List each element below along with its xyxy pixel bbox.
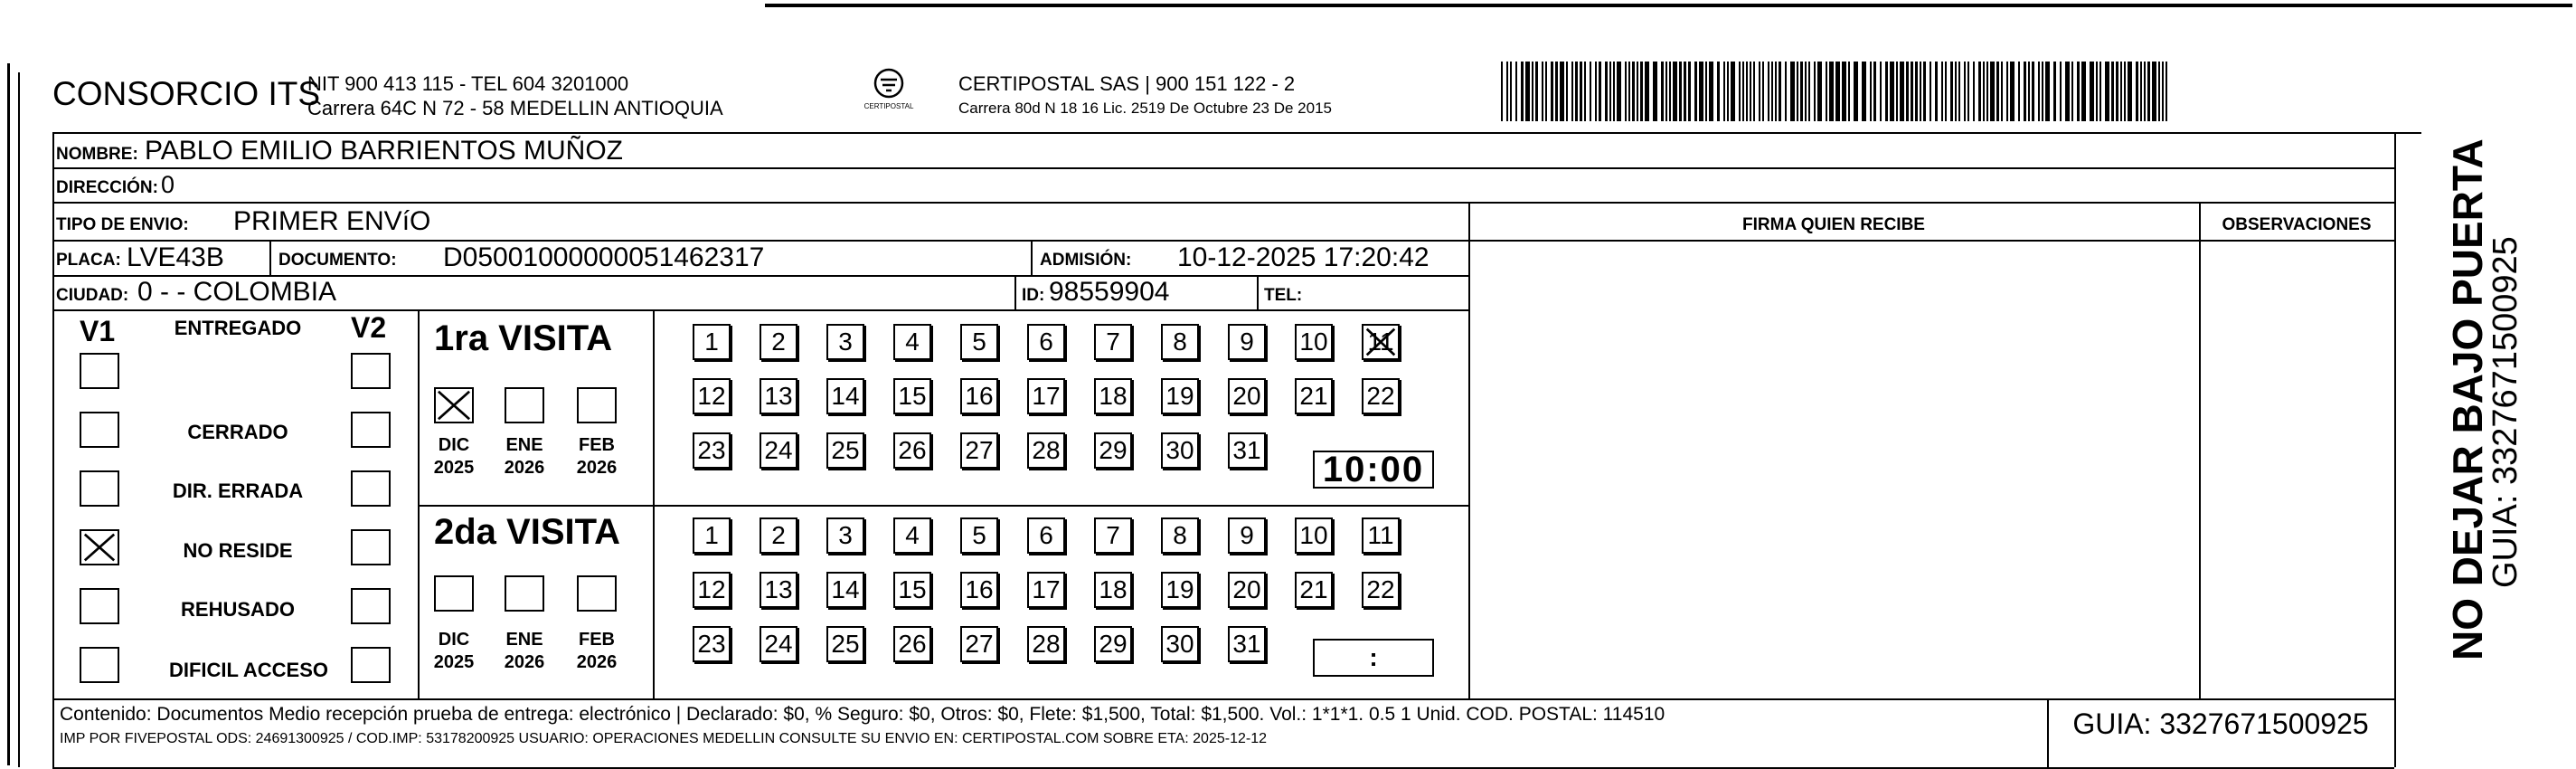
barcode-bar (2006, 62, 2008, 121)
barcode-bar (1973, 62, 1975, 121)
visit2-title: 2da VISITA (434, 512, 620, 552)
barcode-bar (1800, 62, 1803, 121)
barcode-bar (2077, 62, 2080, 121)
row-line (52, 240, 2394, 242)
v2-no-reside-checkbox[interactable] (351, 529, 391, 565)
visit1-day-7[interactable]: 7 (1094, 324, 1132, 360)
visit1-day-3[interactable]: 3 (826, 324, 864, 360)
barcode-bar (2028, 62, 2030, 121)
status-label: REHUSADO (181, 598, 295, 621)
tel-label: TEL: (1264, 286, 1303, 305)
admision-label: ADMISIÓN: (1040, 251, 1132, 270)
barcode-bar (1645, 62, 1649, 121)
barcode-bar (1617, 62, 1621, 121)
barcode-bar (1566, 62, 1568, 121)
barcode-bar (1739, 62, 1741, 121)
visit2-day-26[interactable]: 26 (893, 626, 931, 662)
barcode-bar (1978, 62, 1981, 121)
ciudad-value: 0 - - COLOMBIA (137, 277, 337, 307)
barcode-bar (1637, 62, 1638, 121)
barcode-bar (1906, 62, 1909, 121)
barcode-bar (1613, 62, 1615, 121)
barcode-bar (1609, 62, 1611, 121)
visit1-day-1[interactable]: 1 (693, 324, 731, 360)
courier-address: Carrera 80d N 18 16 Lic. 2519 De Octubre 23 De 2015 (958, 100, 1332, 117)
barcode-bar (1885, 62, 1888, 121)
admision-divider (1031, 240, 1033, 275)
id-divider (1014, 275, 1016, 309)
visit2-day-31[interactable]: 31 (1228, 626, 1266, 662)
visit2-day-29[interactable]: 29 (1094, 626, 1132, 662)
barcode-bar (1775, 62, 1777, 121)
visit1-time-field[interactable]: 10:00 (1313, 451, 1434, 489)
visit2-day-11[interactable]: 11 (1362, 517, 1400, 554)
barcode-bar (1525, 62, 1530, 121)
v1-label: V1 (80, 315, 116, 347)
admision-value: 10-12-2025 17:20:42 (1177, 242, 1430, 272)
visit2-day-6[interactable]: 6 (1027, 517, 1065, 554)
barcode-bar (1896, 62, 1898, 121)
barcode-bar (1762, 62, 1764, 121)
visit1-day-25[interactable]: 25 (826, 432, 864, 469)
barcode-bar (1842, 62, 1846, 121)
nombre-label: NOMBRE: (56, 145, 138, 164)
barcode-bar (1753, 62, 1755, 121)
ciudad-label: CIUDAD: (56, 286, 129, 305)
left-inner-border (18, 72, 20, 767)
barcode-bar (2065, 62, 2070, 121)
visit1-day-11[interactable]: 11 (1362, 324, 1400, 360)
barcode-bar (1835, 62, 1840, 121)
barcode-bar (1790, 62, 1795, 121)
visit1-month-feb: FEB 2026 (576, 435, 618, 478)
visit2-day-14[interactable]: 14 (826, 572, 864, 608)
barcode-bar (1545, 62, 1547, 121)
barcode-bar (1684, 62, 1686, 121)
barcode-bar (1950, 62, 1953, 121)
barcode-bar (1890, 62, 1894, 121)
visit2-day-28[interactable]: 28 (1027, 626, 1065, 662)
visit2-day-5[interactable]: 5 (960, 517, 998, 554)
barcode-bar (1625, 62, 1627, 121)
x-mark-icon (436, 389, 472, 422)
barcode-bar (1575, 62, 1578, 121)
visit2-day-9[interactable]: 9 (1228, 517, 1266, 554)
barcode-bar (1996, 62, 1999, 121)
status-label: CERRADO (187, 421, 288, 443)
barcode-bar (1750, 62, 1751, 121)
visit1-day-27[interactable]: 27 (960, 432, 998, 469)
barcode-bar (1768, 62, 1769, 121)
visit2-feb-checkbox[interactable] (577, 575, 617, 612)
barcode-bar (1599, 62, 1601, 121)
direccion-value: 0 (161, 171, 175, 198)
barcode-bar (1632, 62, 1635, 121)
footer-contenido: Contenido: Documentos Medio recepción prueba de entrega: electrónico | Declarado: $0, % Seguro: $0, Otros: $0, Flete: $1,500, Total: $1,500. Vol.: 1*1*1. 0.5 1 Unid. COD. POSTAL: 114510 (60, 704, 1665, 725)
v2-cerrado-checkbox[interactable] (351, 412, 391, 448)
visit2-day-12[interactable]: 12 (693, 572, 731, 608)
company-name: CONSORCIO ITS (52, 75, 321, 112)
visit1-ene-checkbox[interactable] (505, 387, 544, 423)
status-label: NO RESIDE (183, 539, 293, 562)
barcode-bar (1817, 62, 1822, 121)
id-value: 98559904 (1049, 277, 1170, 307)
barcode-bar (1986, 62, 1988, 121)
footer-left-line (52, 698, 54, 767)
barcode-bar (2124, 62, 2126, 121)
barcode-bar (2096, 62, 2098, 121)
barcode-bar (2001, 62, 2003, 121)
barcode-bar (2060, 62, 2062, 121)
visit1-day-30[interactable]: 30 (1161, 432, 1199, 469)
barcode-bar (2105, 62, 2109, 121)
visit1-day-8[interactable]: 8 (1161, 324, 1199, 360)
v1-rehusado-checkbox[interactable] (80, 588, 119, 624)
barcode-bar (1880, 62, 1882, 121)
table-left-line (52, 132, 54, 698)
barcode-bar (1870, 62, 1872, 121)
visit2-day-10[interactable]: 10 (1295, 517, 1333, 554)
v1-dir-errada-checkbox[interactable] (80, 470, 119, 507)
visit1-day-26[interactable]: 26 (893, 432, 931, 469)
visit1-day-2[interactable]: 2 (760, 324, 797, 360)
visit1-month-ene: ENE 2026 (504, 435, 545, 478)
barcode-bar (1862, 62, 1866, 121)
barcode-bar (1759, 62, 1760, 121)
visit2-day-13[interactable]: 13 (760, 572, 797, 608)
barcode-bar (2120, 62, 2122, 121)
visit2-time-field[interactable]: : (1313, 639, 1434, 677)
direccion-label: DIRECCIÓN: (56, 178, 158, 197)
barcode-bar (2045, 62, 2050, 121)
barcode-bar (1653, 62, 1657, 121)
v1-cerrado-checkbox[interactable] (80, 412, 119, 448)
barcode-bar (1551, 62, 1553, 121)
visit1-day-22[interactable]: 22 (1362, 378, 1400, 414)
visit2-day-23[interactable]: 23 (693, 626, 731, 662)
row-line (52, 167, 2394, 169)
v2-entregado-checkbox[interactable] (351, 353, 391, 389)
visit1-day-20[interactable]: 20 (1228, 378, 1266, 414)
barcode-bar (1542, 62, 1543, 121)
barcode-bar (1923, 62, 1926, 121)
barcode-bar (2162, 62, 2164, 121)
barcode-bar (1501, 62, 1503, 121)
barcode-bar (1785, 62, 1787, 121)
v2-label: V2 (351, 311, 387, 344)
barcode-bar (1560, 62, 1564, 121)
visit2-day-25[interactable]: 25 (826, 626, 864, 662)
visit2-day-3[interactable]: 3 (826, 517, 864, 554)
visit1-title: 1ra VISITA (434, 318, 613, 358)
visit2-day-18[interactable]: 18 (1094, 572, 1132, 608)
barcode-bar (1829, 62, 1834, 121)
barcode-bar (2090, 62, 2094, 121)
visit2-day-1[interactable]: 1 (693, 517, 731, 554)
barcode-bar (2140, 62, 2142, 121)
barcode-bar (1941, 62, 1943, 121)
placa-label: PLACA: (56, 251, 121, 270)
barcode-bar (2152, 62, 2156, 121)
left-border (7, 63, 10, 765)
barcode-bar (1935, 62, 1938, 121)
days-left-line (653, 309, 655, 698)
barcode-bar (2158, 62, 2160, 121)
barcode-bar (1709, 62, 1713, 121)
visit2-month-dic: DIC 2025 (433, 630, 475, 672)
barcode-bar (1945, 62, 1947, 121)
certipostal-logo-icon (873, 67, 905, 100)
x-mark-icon (81, 531, 118, 564)
visit1-day-24[interactable]: 24 (760, 432, 797, 469)
barcode-bar (1584, 62, 1586, 121)
barcode-bar (2042, 62, 2043, 121)
barcode-bar (1779, 62, 1781, 121)
visit1-day-21[interactable]: 21 (1295, 378, 1333, 414)
barcode-bar (2081, 62, 2086, 121)
barcode-bar (1814, 62, 1816, 121)
visit2-day-30[interactable]: 30 (1161, 626, 1199, 662)
barcode-bar (1699, 62, 1703, 121)
status-label: DIR. ERRADA (172, 479, 304, 502)
visit2-day-4[interactable]: 4 (893, 517, 931, 554)
v2-rehusado-checkbox[interactable] (351, 588, 391, 624)
barcode-bar (1506, 62, 1508, 121)
barcode-bar (2032, 62, 2034, 121)
table-top-line (52, 132, 2421, 134)
barcode-bar (2010, 62, 2015, 121)
visit1-day-23[interactable]: 23 (693, 432, 731, 469)
visit1-day-29[interactable]: 29 (1094, 432, 1132, 469)
barcode-bar (1742, 62, 1744, 121)
barcode-bar (1746, 62, 1748, 121)
barcode-bar (1515, 62, 1517, 121)
visit1-day-4[interactable]: 4 (893, 324, 931, 360)
visit2-day-7[interactable]: 7 (1094, 517, 1132, 554)
barcode-bar (1964, 62, 1966, 121)
logo-text: CERTIPOSTAL (863, 102, 914, 110)
firma-label: FIRMA QUIEN RECIBE (1742, 215, 1925, 234)
barcode-bar (1640, 62, 1643, 121)
visit1-day-10[interactable]: 10 (1295, 324, 1333, 360)
visit1-day-19[interactable]: 19 (1161, 378, 1199, 414)
obs-left-line (2199, 202, 2201, 698)
placa-value: LVE43B (127, 242, 224, 272)
status-label: DIFICIL ACCESO (168, 659, 328, 681)
visit2-day-19[interactable]: 19 (1161, 572, 1199, 608)
barcode-bar (1628, 62, 1630, 121)
barcode-bar (1688, 62, 1691, 121)
visit1-day-17[interactable]: 17 (1027, 378, 1065, 414)
tel-divider (1257, 275, 1259, 309)
visit1-feb-checkbox[interactable] (577, 387, 617, 423)
barcode-bar (2024, 62, 2026, 121)
tipo-envio-value: PRIMER ENVíO (233, 206, 431, 236)
placa-divider (269, 240, 271, 275)
observaciones-label: OBSERVACIONES (2222, 215, 2372, 234)
footer-imp: IMP POR FIVEPOSTAL ODS: 24691300925 / COD.IMP: 53178200925 USUARIO: OPERACIONES MEDELLIN CONSULTE SU ENVIO EN: CERTIPOSTAL.COM SOBRE ETA: 2025-12-12 (60, 731, 1267, 746)
visit1-day-12[interactable]: 12 (693, 378, 731, 414)
table-bottom-line (52, 698, 2394, 700)
footer-guia: GUIA: 3327671500925 (2072, 707, 2369, 740)
barcode-bar (1920, 62, 1921, 121)
side-guia: GUIA: 3327671500925 (2486, 236, 2524, 588)
barcode-bar (2147, 62, 2150, 121)
barcode-bar (2099, 62, 2101, 121)
barcode-bar (1955, 62, 1957, 121)
barcode-bar (1873, 62, 1876, 121)
barcode-bar (2144, 62, 2146, 121)
visit2-day-24[interactable]: 24 (760, 626, 797, 662)
visit2-month-ene: ENE 2026 (504, 630, 545, 672)
visit1-day-28[interactable]: 28 (1027, 432, 1065, 469)
visit2-day-2[interactable]: 2 (760, 517, 797, 554)
barcode-bar (1669, 62, 1671, 121)
barcode-bar (1673, 62, 1677, 121)
barcode-bar (1521, 62, 1524, 121)
v2-dificil-acceso-checkbox[interactable] (351, 647, 391, 683)
barcode-bar (1665, 62, 1667, 121)
barcode-bar (2018, 62, 2020, 121)
barcode-bar (1694, 62, 1697, 121)
visit1-day-31[interactable]: 31 (1228, 432, 1266, 469)
barcode-bar (2053, 62, 2056, 121)
visit1-day-9[interactable]: 9 (1228, 324, 1266, 360)
row-line (52, 309, 1468, 311)
firma-left-line (1468, 202, 1470, 698)
visit2-day-20[interactable]: 20 (1228, 572, 1266, 608)
barcode-bar (1580, 62, 1582, 121)
barcode-bar (1848, 62, 1850, 121)
visit2-month-feb: FEB 2026 (576, 630, 618, 672)
barcode-bar (1911, 62, 1913, 121)
barcode-bar (2038, 62, 2040, 121)
visit2-ene-checkbox[interactable] (505, 575, 544, 612)
status-label: ENTREGADO (174, 317, 302, 339)
barcode-bar (1727, 62, 1729, 121)
visit1-dic-checkbox[interactable] (434, 387, 474, 423)
barcode-bar (1661, 62, 1664, 121)
barcode-bar (1705, 62, 1707, 121)
barcode-bar (2128, 62, 2132, 121)
visit2-day-15[interactable]: 15 (893, 572, 931, 608)
barcode-bar (1958, 62, 1960, 121)
documento-value: D0500100000005146231‍7 (443, 242, 765, 272)
barcode-bar (1808, 62, 1810, 121)
barcode-bar (2111, 62, 2114, 121)
visit1-day-14[interactable]: 14 (826, 378, 864, 414)
barcode-bar (1967, 62, 1969, 121)
visit-left-line (418, 309, 420, 698)
barcode-bar (1900, 62, 1904, 121)
visit1-day-5[interactable]: 5 (960, 324, 998, 360)
tipo-envio-label: TIPO DE ENVIO: (56, 215, 189, 234)
barcode-bar (1535, 62, 1538, 121)
barcode-bar (1532, 62, 1533, 121)
barcode-bar (2116, 62, 2118, 121)
visit1-month-dic: DIC 2025 (433, 435, 475, 478)
barcode-bar (2071, 62, 2073, 121)
v1-dificil-acceso-checkbox[interactable] (80, 647, 119, 683)
barcode-bar (1571, 62, 1573, 121)
barcode-bar (1990, 62, 1995, 121)
barcode-bar (1723, 62, 1725, 121)
visit1-day-13[interactable]: 13 (760, 378, 797, 414)
v1-no-reside-checkbox[interactable] (80, 529, 119, 565)
barcode-bar (1797, 62, 1798, 121)
barcode-bar (1731, 62, 1735, 121)
barcode-bar (1771, 62, 1773, 121)
row-line (52, 202, 2394, 204)
barcode (1501, 62, 2179, 121)
barcode-bar (2166, 62, 2167, 121)
barcode-bar (1854, 62, 1858, 121)
barcode-bar (1510, 62, 1512, 121)
nombre-value: PABLO EMILIO BARRIENTOS MUÑOZ (145, 136, 623, 166)
barcode-bar (2136, 62, 2138, 121)
visit2-day-21[interactable]: 21 (1295, 572, 1333, 608)
courier-name: CERTIPOSTAL SAS | 900 151 122 - 2 (958, 72, 1296, 95)
v1-entregado-checkbox[interactable] (80, 353, 119, 389)
side-warning: NO DEJAR BAJO PUERTA (2444, 138, 2491, 660)
barcode-bar (1717, 62, 1720, 121)
visit1-day-16[interactable]: 16 (960, 378, 998, 414)
barcode-bar (1605, 62, 1608, 121)
barcode-bar (1915, 62, 1918, 121)
company-address: Carrera 64C N 72 - 58 MEDELLIN ANTIOQUIA (307, 97, 723, 119)
visit1-day-18[interactable]: 18 (1094, 378, 1132, 414)
visit2-day-16[interactable]: 16 (960, 572, 998, 608)
table-right-line (2394, 132, 2396, 767)
documento-label: DOCUMENTO: (278, 251, 397, 270)
barcode-bar (1826, 62, 1827, 121)
visit2-day-27[interactable]: 27 (960, 626, 998, 662)
barcode-bar (1590, 62, 1591, 121)
top-border (765, 4, 2572, 7)
v2-dir-errada-checkbox[interactable] (351, 470, 391, 507)
id-label: ID: (1022, 286, 1045, 305)
visit2-day-17[interactable]: 17 (1027, 572, 1065, 608)
barcode-bar (1595, 62, 1597, 121)
barcode-bar (1555, 62, 1558, 121)
barcode-bar (1930, 62, 1931, 121)
visit2-day-8[interactable]: 8 (1161, 517, 1199, 554)
barcode-bar (1805, 62, 1807, 121)
certipostal-logo (859, 67, 919, 110)
visit2-day-22[interactable]: 22 (1362, 572, 1400, 608)
barcode-bar (1983, 62, 1985, 121)
company-nit: NIT 900 413 115 - TEL 604 3201000 (307, 72, 629, 95)
visit1-day-15[interactable]: 15 (893, 378, 931, 414)
visit1-day-6[interactable]: 6 (1027, 324, 1065, 360)
visit-divider (418, 505, 1468, 507)
visit2-dic-checkbox[interactable] (434, 575, 474, 612)
barcode-bar (1679, 62, 1682, 121)
